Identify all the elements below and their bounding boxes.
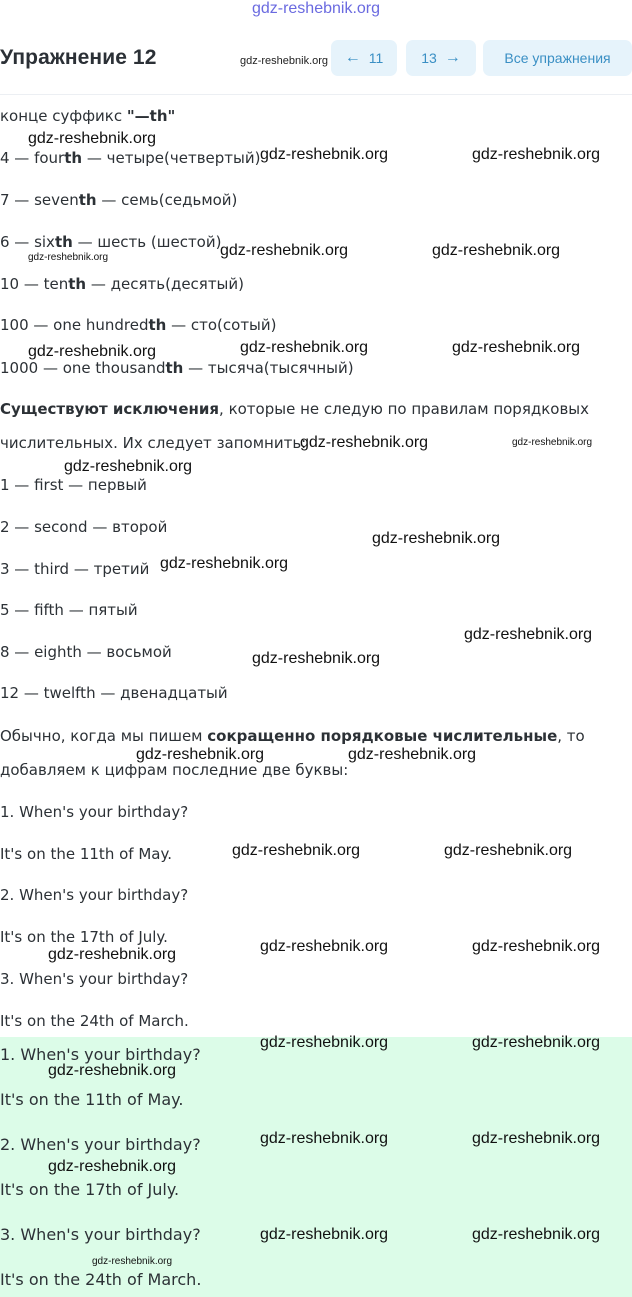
- watermark: gdz-reshebnik.org: [512, 437, 593, 448]
- watermark: gdz-reshebnik.org: [252, 650, 381, 667]
- watermark: gdz-reshebnik.org: [28, 343, 157, 360]
- watermark: gdz-reshebnik.org: [92, 1256, 173, 1267]
- arrow-right-icon: →: [444, 49, 461, 66]
- watermark: gdz-reshebnik.org: [444, 842, 573, 859]
- dialog-answer: It's on the 24th of March.: [0, 1012, 189, 1030]
- watermark: gdz-reshebnik.org: [432, 242, 561, 259]
- watermark: gdz-reshebnik.org: [260, 1130, 389, 1147]
- watermark: gdz-reshebnik.org: [136, 746, 265, 763]
- watermark: gdz-reshebnik.org: [472, 1130, 601, 1147]
- dialog-answer: It's on the 11th of May.: [0, 845, 172, 863]
- watermark: gdz-reshebnik.org: [300, 434, 429, 451]
- watermark: gdz-reshebnik.org: [48, 1158, 177, 1175]
- watermark: gdz-reshebnik.org: [240, 55, 329, 67]
- watermark: gdz-reshebnik.org: [240, 339, 369, 356]
- dialog-question: 1. When's your birthday?: [0, 803, 189, 821]
- exception-row: 3 — third — третий: [0, 560, 150, 578]
- watermark: gdz-reshebnik.org: [48, 946, 177, 963]
- exception-row: 8 — eighth — восьмой: [0, 643, 172, 661]
- ordinal-row: 10 — tenth — десять(десятый): [0, 275, 244, 293]
- exception-row: 12 — twelfth — двенадцатый: [0, 684, 228, 702]
- dialog-question: 2. When's your birthday?: [0, 886, 189, 904]
- answer-question: 3. When's your birthday?: [0, 1225, 201, 1244]
- watermark: gdz-reshebnik.org: [260, 938, 389, 955]
- watermark: gdz-reshebnik.org: [472, 1034, 601, 1051]
- site-watermark-top: gdz-reshebnik.org: [251, 0, 381, 17]
- ordinal-row: 100 — one hundredth — сто(сотый): [0, 316, 277, 334]
- exceptions-paragraph-line2: числительных. Их следует запомнить:: [0, 434, 307, 452]
- watermark: gdz-reshebnik.org: [220, 242, 349, 259]
- watermark: gdz-reshebnik.org: [472, 938, 601, 955]
- watermark: gdz-reshebnik.org: [464, 626, 593, 643]
- watermark: gdz-reshebnik.org: [232, 842, 361, 859]
- exception-row: 5 — fifth — пятый: [0, 601, 138, 619]
- watermark: gdz-reshebnik.org: [472, 1226, 601, 1243]
- exceptions-paragraph: Существуют исключения, которые не следую по правилам порядковых: [0, 400, 590, 418]
- watermark: gdz-reshebnik.org: [372, 530, 501, 547]
- ordinal-row: 4 — fourth — четыре(четвертый): [0, 149, 261, 167]
- ordinal-row: 1000 — one thousandth — тысяча(тысячный): [0, 359, 354, 377]
- watermark: gdz-reshebnik.org: [348, 746, 477, 763]
- page-title: Упражнение 12: [0, 46, 157, 69]
- watermark: gdz-reshebnik.org: [160, 555, 289, 572]
- watermark: gdz-reshebnik.org: [28, 130, 157, 147]
- watermark: gdz-reshebnik.org: [260, 146, 389, 163]
- next-exercise-label: 13: [421, 50, 437, 66]
- abbrev-paragraph-line2: добавляем к цифрам последние две буквы:: [0, 761, 349, 779]
- watermark: gdz-reshebnik.org: [260, 1226, 389, 1243]
- all-exercises-label: Все упражнения: [504, 50, 611, 66]
- watermark: gdz-reshebnik.org: [64, 458, 193, 475]
- watermark: gdz-reshebnik.org: [260, 1034, 389, 1051]
- answer-reply: It's on the 24th of March.: [0, 1270, 202, 1289]
- watermark: gdz-reshebnik.org: [28, 252, 109, 263]
- watermark: gdz-reshebnik.org: [48, 1062, 177, 1079]
- exception-row: 2 — second — второй: [0, 518, 168, 536]
- ordinal-row: 7 — seventh — семь(седьмой): [0, 191, 238, 209]
- watermark: gdz-reshebnik.org: [472, 146, 601, 163]
- abbrev-paragraph: Обычно, когда мы пишем сокращенно порядковые числительные, то: [0, 727, 585, 745]
- dialog-answer: It's on the 17th of July.: [0, 928, 168, 946]
- ordinal-row: 6 — sixth — шесть (шестой): [0, 233, 222, 251]
- answer-question: 1. When's your birthday?: [0, 1045, 201, 1064]
- answer-reply: It's on the 11th of May.: [0, 1090, 184, 1109]
- dialog-question: 3. When's your birthday?: [0, 970, 189, 988]
- arrow-left-icon: ←: [344, 49, 361, 66]
- answer-question: 2. When's your birthday?: [0, 1135, 201, 1154]
- prev-exercise-label: 11: [368, 50, 384, 66]
- answer-reply: It's on the 17th of July.: [0, 1180, 180, 1199]
- intro-text: конце суффикс "—th": [0, 107, 176, 125]
- exception-row: 1 — first — первый: [0, 476, 147, 494]
- watermark: gdz-reshebnik.org: [452, 339, 581, 356]
